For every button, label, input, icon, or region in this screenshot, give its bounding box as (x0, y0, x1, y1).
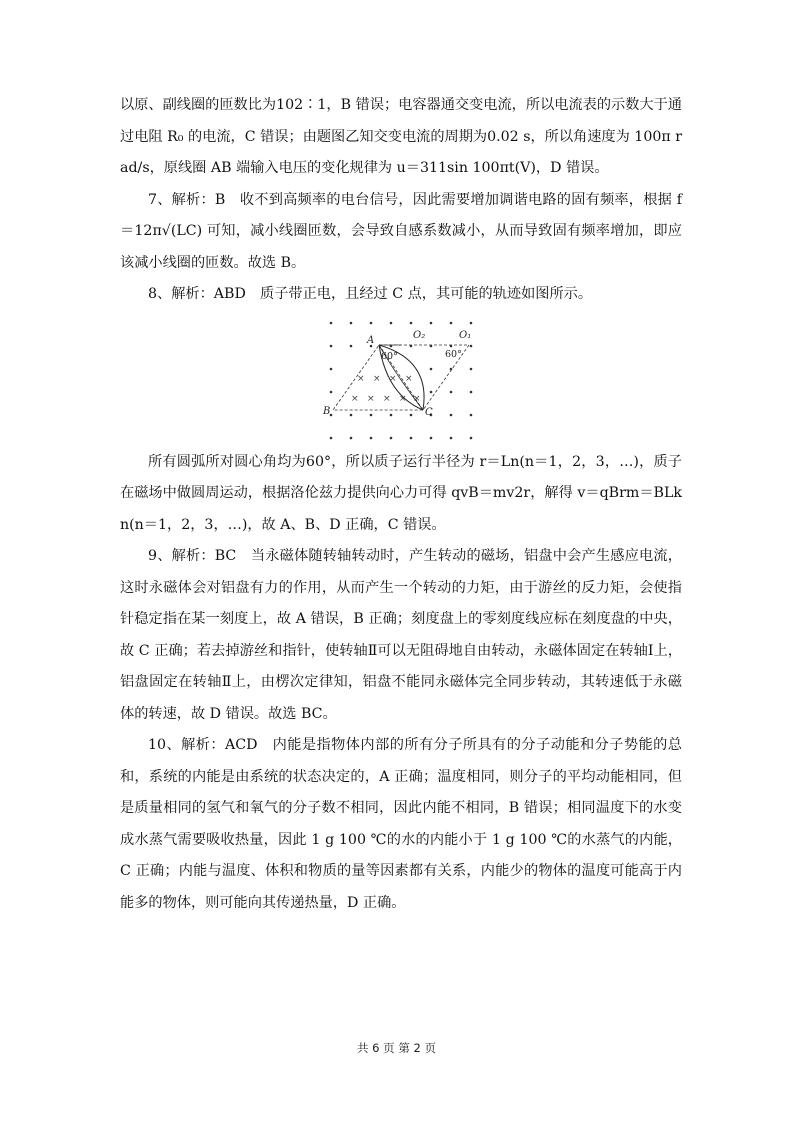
field-cross: × (351, 393, 359, 404)
field-dot (450, 413, 453, 416)
field-cross: × (389, 373, 397, 384)
field-cross: × (357, 373, 365, 384)
field-dot (330, 344, 333, 347)
page-footer: 共 6 页 第 2 页 (357, 1041, 436, 1055)
field-dot (430, 436, 433, 439)
field-cross: × (367, 393, 375, 404)
paragraph-10: 10、解析：ACD 内能是指物体内部的所有分子所具有的分子动能和分子势能的总和，系统的内能是由系统的状态决定的，A 正确；温度相同，则分子的平均动能相同，但是质量相同的氢气和氧气的分子数不相同，因此内能不相同，B 错误；相同温度下的水变成水蒸气需要吸收热量，因此 1 g 100 ℃的水的内能小于 1 g 100 ℃的水蒸气的内能，C 正确；内能与温度、体积和物质的量等因素都有关系，内能少的物体的温度可能高于内能多的物体，则可能向其传递热量，D 正确。 (120, 737, 682, 911)
field-cross: × (413, 393, 421, 404)
field-dot (330, 367, 333, 370)
field-dot (450, 390, 453, 393)
label-O1: O₁ (459, 329, 472, 341)
trajectory-figure (321, 315, 481, 445)
field-dot (370, 413, 373, 416)
field-dot (330, 321, 333, 324)
field-dot (430, 367, 433, 370)
field-dot (370, 321, 373, 324)
field-dot (470, 321, 473, 324)
document-body (120, 90, 682, 919)
field-dot (330, 390, 333, 393)
label-C: C (425, 406, 433, 418)
field-dot (390, 436, 393, 439)
field-dot (470, 436, 473, 439)
field-dot (470, 390, 473, 393)
field-dot (350, 436, 353, 439)
angle-label-1: 60° (381, 350, 398, 362)
field-dot (450, 436, 453, 439)
paragraph-8-explanation: 所有圆弧所对圆心角均为60°，所以质子运行半径为 r＝Ln(n＝1，2，3，…)，质子在磁场中做圆周运动，根据洛伦兹力提供向心力可得 qvB＝mv2r，解得 v＝qBrm＝BLkn(n＝1，2，3，…)，故 A、B、D 正确，C 错误。 (120, 453, 682, 533)
label-O2: O₂ (413, 329, 426, 341)
field-dot (470, 413, 473, 416)
field-dot (430, 321, 433, 324)
field-cross: × (383, 393, 391, 404)
field-dot (350, 344, 353, 347)
field-dot (410, 321, 413, 324)
field-dot (410, 413, 413, 416)
label-B: B (323, 405, 331, 417)
field-dot (430, 390, 433, 393)
field-dot (470, 367, 473, 370)
field-cross: × (405, 373, 413, 384)
field-dot (370, 436, 373, 439)
field-dot (470, 344, 473, 347)
field-dot (330, 436, 333, 439)
paragraph-6-continued: 以原、副线圈的匝数比为102∶1，B 错误；电容器通交变电流，所以电流表的示数大于通过电阻 R₀ 的电流，C 错误；由题图乙知交变电流的周期为0.02 s，所以角速度为 100π rad/s，原线圈 AB 端输入电压的变化规律为 u＝311sin 100πt(V)，D 错误。 (120, 97, 682, 176)
paragraph-8: 8、解析：ABD 质子带正电，且经过 C 点，其可能的轨迹如图所示。 (148, 286, 593, 302)
field-dot (410, 436, 413, 439)
field-cross: × (399, 393, 407, 404)
field-dot (390, 413, 393, 416)
angle-label-2: 60° (445, 348, 462, 360)
field-dot (390, 321, 393, 324)
field-dot (350, 413, 353, 416)
field-cross: × (373, 373, 381, 384)
label-A: A (367, 334, 375, 346)
field-dot (450, 321, 453, 324)
field-dot (350, 321, 353, 324)
paragraph-7: 7、解析：B 收不到高频率的电台信号，因此需要增加调谐电路的固有频率，根据 f＝12π√(LC) 可知，减小线圈匝数，会导致自感系数减小，从而导致固有频率增加，即应该减小线圈的匝数。故选 B。 (120, 191, 682, 271)
magnetic-field-crosses (351, 374, 421, 404)
paragraph-9: 9、解析：BC 当永磁体随转轴转动时，产生转动的磁场，铝盘中会产生感应电流，这时永磁体会对铝盘有力的作用，从而产生一个转动的力矩，由于游丝的反力矩，会使指针稳定指在某一刻度上，故 A 错误，B 正确；刻度盘上的零刻度线应标在刻度盘的中央，故 C 正确；若去掉游丝和指针，使转轴Ⅱ可以无阻碍地自由转动，永磁体固定在转轴Ⅰ上，铝盘固定在转轴Ⅱ上，由楞次定律知，铝盘不能同永磁体完全同步转动，其转速低于永磁体的转速，故 D 错误。故选 BC。 (120, 548, 682, 722)
